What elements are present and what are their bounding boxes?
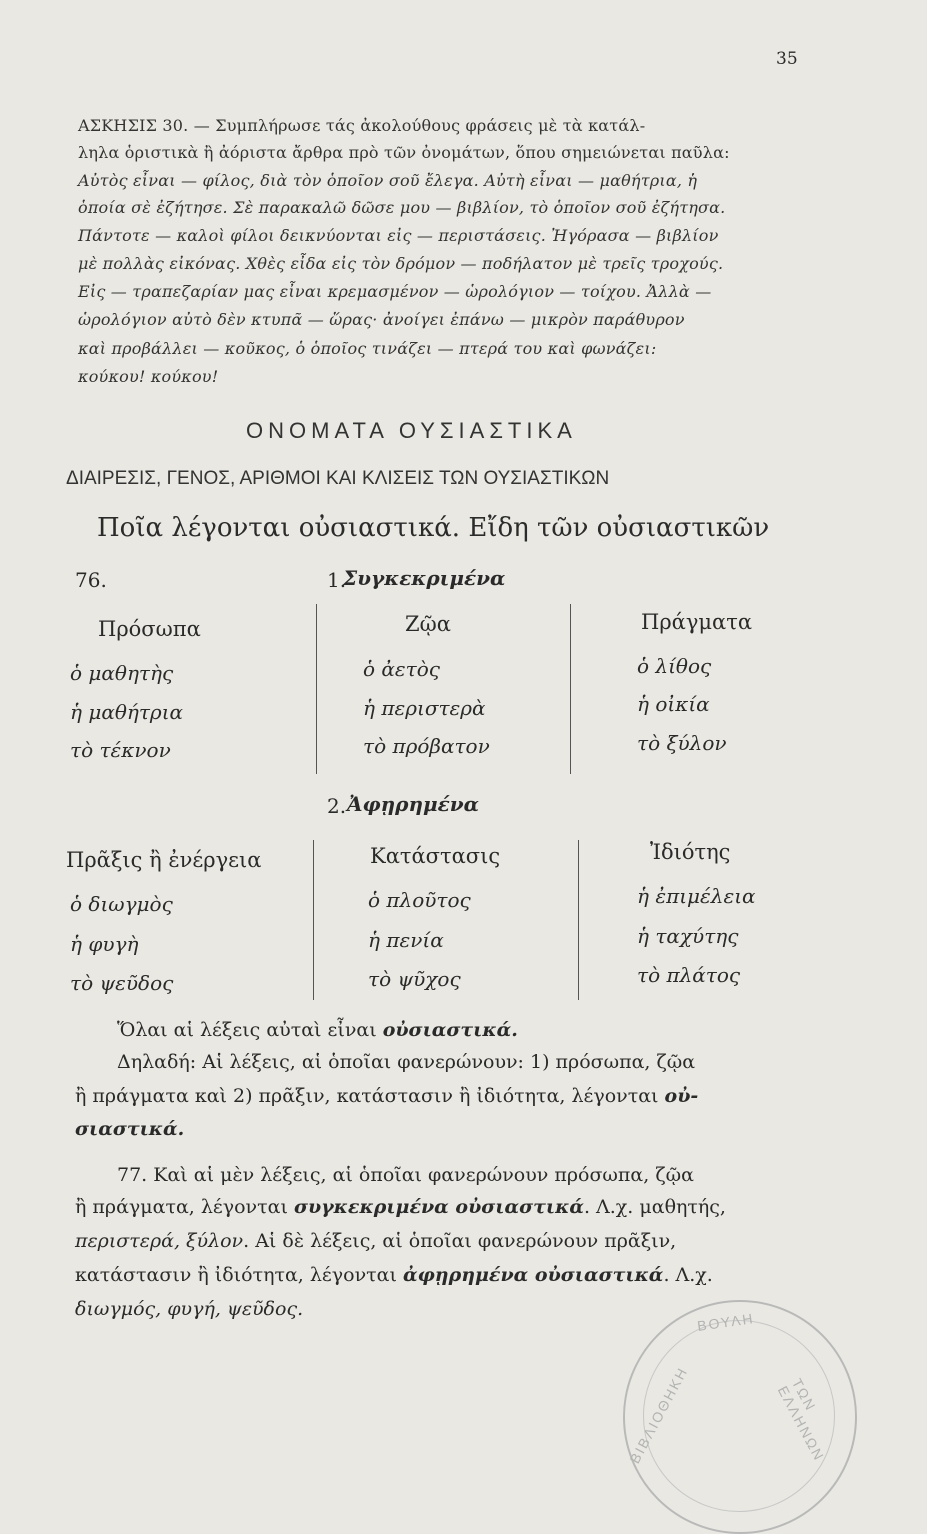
text-span: ἢ πράγματα, λέγονται <box>75 1196 294 1218</box>
table-cell: ἡ ταχύτης <box>637 924 739 948</box>
table-cell: ἡ πενία <box>368 928 444 952</box>
category-2-number: 2. <box>327 794 347 818</box>
text-span: . Λ.χ. μαθητής, <box>583 1196 726 1218</box>
table-cell: ὁ ἀετὸς <box>363 657 440 681</box>
exercise-line: ὁποία σὲ ἐζήτησε. Σὲ παρακαλῶ δῶσε μου — βιβλίον, τὸ ὁποῖον σοῦ ἐζήτησα. <box>78 198 726 217</box>
paragraph-line: σιαστικά. <box>75 1118 185 1140</box>
category-1-title: Συγκεκριμένα <box>343 566 506 590</box>
paragraph-line: Δηλαδή: Αἱ λέξεις, αἱ ὁποῖαι φανερώνουν: 1) πρόσωπα, ζῷα <box>117 1051 696 1073</box>
column-divider <box>316 604 317 774</box>
exercise-line: κούκου! κούκου! <box>78 367 219 386</box>
text-span: κατάστασιν ἢ ἰδιότητα, λέγονται <box>75 1264 403 1286</box>
table-cell: ἡ μαθήτρια <box>70 700 184 724</box>
exercise-line: καὶ προβάλλει — κοῦκος, ὁ ὁποῖος τινάζει — πτερά του καὶ φωνάζει: <box>78 339 657 358</box>
table-cell: τὸ ξύλον <box>637 731 727 755</box>
column-header-persons: Πρόσωπα <box>98 617 201 641</box>
table-cell: τὸ τέκνον <box>70 738 171 762</box>
paragraph-line <box>75 1085 698 1107</box>
table-cell: ἡ οἰκία <box>637 692 710 716</box>
chapter-title: ΟΝΟΜΑΤΑ ΟΥΣΙΑΣΤΙΚΑ <box>246 418 577 443</box>
paragraph-line <box>75 1230 676 1252</box>
text-span: Ὅλαι αἱ λέξεις αὐταὶ εἶναι <box>117 1019 383 1041</box>
column-header-animals: Ζῷα <box>405 612 451 636</box>
table-cell: ἡ περιστερὰ <box>363 696 486 720</box>
column-divider <box>570 604 571 774</box>
column-header-action: Πρᾶξις ἢ ἐνέργεια <box>66 848 262 872</box>
table-cell: τὸ πλάτος <box>637 963 741 987</box>
exercise-line: ὡρολόγιον αὐτὸ δὲν κτυπᾶ — ὥρας· ἀνοίγει ἐπάνω — μικρὸν παράθυρον <box>78 310 685 329</box>
text-span: . Λ.χ. <box>663 1264 713 1286</box>
page-number: 35 <box>776 49 798 69</box>
table-cell: τὸ πρόβατον <box>363 734 490 758</box>
exercise-line: μὲ πολλὰς εἰκόνας. Χθὲς εἶδα εἰς τὸν δρόμον — ποδήλατον μὲ τρεῖς τροχούς. <box>78 254 724 273</box>
stamp-text-right: ΤΩΝ ΕΛΛΗΝΩΝ <box>774 1375 828 1464</box>
column-header-state: Κατάστασις <box>370 844 501 868</box>
column-divider <box>313 840 314 1000</box>
library-stamp <box>623 1300 857 1534</box>
paragraph-line: διωγμός, φυγή, ψεῦδος. <box>75 1298 304 1320</box>
paragraph-line <box>75 1264 713 1286</box>
text-span: . Αἱ δὲ λέξεις, αἱ ὁποῖαι φανερώνουν πρᾶξιν, <box>243 1230 677 1252</box>
table-cell: ὁ λίθος <box>637 654 712 678</box>
exercise-line: Αὐτὸς εἶναι — φίλος, διὰ τὸν ὁποῖον σοῦ ἔλεγα. Αὐτὴ εἶναι — μαθήτρια, ἡ <box>78 171 698 190</box>
emphasis: ἀφῃρημένα οὐσιαστικά <box>402 1264 664 1286</box>
paragraph-line: 77. Καὶ αἱ μὲν λέξεις, αἱ ὁποῖαι φανερώνουν πρόσωπα, ζῷα <box>117 1164 694 1186</box>
stamp-text-top: ΒΟΥΛΗ <box>696 1310 756 1334</box>
table-cell: ἡ ἐπιμέλεια <box>637 884 756 908</box>
exercise-line: Πάντοτε — καλοὶ φίλοι δεικνύονται εἰς — περιστάσεις. Ἠγόρασα — βιβλίον <box>78 226 719 245</box>
text-span: ἢ πράγματα καὶ 2) πρᾶξιν, κατάστασιν ἢ ἰδιότητα, λέγονται <box>75 1085 665 1107</box>
emphasis: οὐ- <box>664 1085 699 1107</box>
category-2-title: Ἀφῃρημένα <box>347 792 480 816</box>
exercise-line: ΑΣΚΗΣΙΣ 30. — Συμπλήρωσε τάς ἀκολούθους φράσεις μὲ τὰ κατάλ- <box>78 116 646 135</box>
column-header-things: Πράγματα <box>641 610 753 634</box>
emphasis: οὐσιαστικά. <box>382 1019 518 1041</box>
table-cell: τὸ ψῦχος <box>368 967 461 991</box>
table-cell: ἡ φυγὴ <box>70 932 139 956</box>
category-1-number: 1. <box>327 568 347 592</box>
table-cell: ὁ μαθητὴς <box>70 661 174 685</box>
column-divider <box>578 840 579 1000</box>
stamp-text-left: ΒΙΒΛΙΟΘΗΚΗ <box>626 1363 691 1467</box>
exercise-line: ληλα ὁριστικὰ ἢ ἀόριστα ἄρθρα πρὸ τῶν ὀνομάτων, ὅπου σημειώνεται παῦλα: <box>78 143 730 162</box>
paragraph-line <box>75 1196 726 1218</box>
chapter-subtitle: ΔΙΑΙΡΕΣΙΣ, ΓΕΝΟΣ, ΑΡΙΘΜΟΙ ΚΑΙ ΚΛΙΣΕΙΣ ΤΩΝ ΟΥΣΙΑΣΤΙΚΩΝ <box>66 468 610 489</box>
section-number: 76. <box>75 568 107 592</box>
table-cell: ὁ πλοῦτος <box>368 888 471 912</box>
table-cell: ὁ διωγμὸς <box>70 892 173 916</box>
emphasis: περιστερά, ξύλον <box>75 1230 244 1252</box>
column-header-quality: Ἰδιότης <box>650 840 731 864</box>
table-cell: τὸ ψεῦδος <box>70 971 174 995</box>
section-heading: Ποῖα λέγονται οὐσιαστικά. Εἴδη τῶν οὐσιαστικῶν <box>97 513 770 543</box>
exercise-line: Εἰς — τραπεζαρίαν μας εἶναι κρεμασμένον — ὡρολόγιον — τοίχου. Ἀλλὰ — <box>78 282 712 301</box>
emphasis: συγκεκριμένα οὐσιαστικά <box>293 1196 584 1218</box>
paragraph-line <box>117 1019 518 1041</box>
